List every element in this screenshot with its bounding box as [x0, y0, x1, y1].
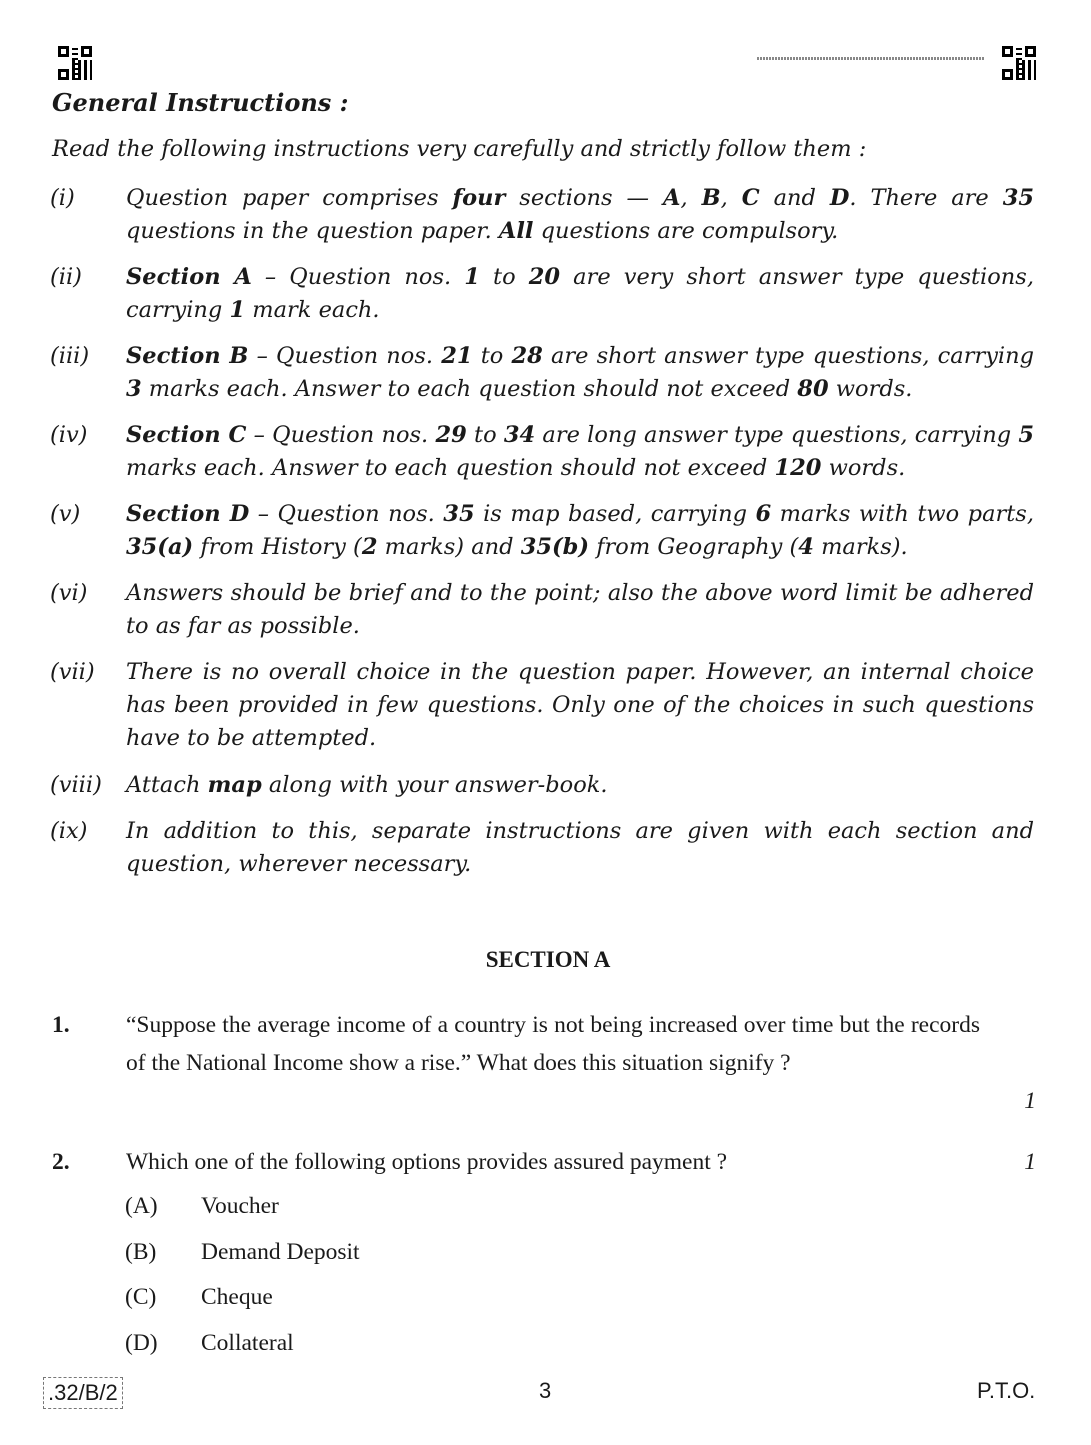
instruction-text: There is no overall choice in the question paper. However, an internal choice has been provided in few questions. Only one of the choices in such questions have to be attempted.: [126, 659, 1034, 751]
instruction-item: [50, 340, 1034, 406]
qr-code-right: [1000, 44, 1038, 82]
instruction-item: [50, 182, 1034, 248]
instruction-item: [50, 577, 1034, 643]
instruction-text: Section C – Question nos. 29 to 34 are long answer type questions, carrying 5 marks each. Answer to each question should not exceed 120 words.: [126, 422, 1035, 481]
option-label: (B): [125, 1239, 157, 1265]
instruction-item: [50, 815, 1034, 881]
question-number: 2.: [52, 1149, 70, 1175]
option-text: Demand Deposit: [201, 1239, 360, 1265]
option-b: [125, 1239, 360, 1266]
option-a: [125, 1193, 279, 1220]
page-number: 3: [539, 1378, 552, 1403]
microprint-line: [757, 57, 985, 60]
option-text: Collateral: [201, 1330, 294, 1356]
instruction-number: (iv): [50, 422, 88, 448]
option-label: (C): [125, 1284, 157, 1310]
question-1: [52, 1006, 1036, 1114]
instruction-item: [50, 769, 1034, 802]
option-text: Cheque: [201, 1284, 273, 1310]
option-c: [125, 1284, 273, 1311]
section-heading: SECTION A: [485, 947, 611, 972]
question-text: “Suppose the average income of a country is not being increased over time but the records of the National Income show a rise.” What does this situation signify ?: [126, 1012, 980, 1076]
instruction-item: [50, 419, 1034, 485]
instructions-intro: Read the following instructions very carefully and strictly follow them :: [52, 136, 867, 162]
instruction-number: (vii): [50, 659, 95, 685]
instruction-number: (ii): [50, 264, 82, 290]
instruction-number: (vi): [50, 580, 88, 606]
option-label: (D): [125, 1330, 158, 1356]
question-marks: 1: [1024, 1088, 1036, 1114]
qr-code-left: [56, 44, 94, 82]
instruction-item: [50, 498, 1034, 564]
instruction-text: In addition to this, separate instructions are given with each section and question, wherever necessary.: [126, 818, 1034, 877]
instruction-number: (v): [50, 501, 81, 527]
question-marks: 1: [1024, 1149, 1036, 1175]
option-d: [125, 1330, 294, 1357]
instruction-number: (viii): [50, 772, 102, 798]
option-text: Voucher: [201, 1193, 279, 1219]
question-number: 1.: [52, 1012, 70, 1038]
instruction-text: Section B – Question nos. 21 to 28 are short answer type questions, carrying 3 marks each. Answer to each question should not exceed 80 words.: [126, 343, 1035, 402]
instruction-text: Section D – Question nos. 35 is map based, carrying 6 marks with two parts, 35(a) from History (2 marks) and 35(b) from Geography (4 marks).: [126, 501, 1034, 560]
paper-code: .32/B/2: [43, 1377, 123, 1409]
question-text: Which one of the following options provides assured payment ?: [126, 1149, 728, 1175]
instruction-item: [50, 656, 1034, 755]
question-2: [52, 1143, 1036, 1181]
instruction-item: [50, 261, 1034, 327]
pto-label: P.T.O.: [977, 1378, 1036, 1403]
instruction-number: (iii): [50, 343, 90, 369]
instructions-title: General Instructions :: [52, 88, 349, 117]
option-label: (A): [125, 1193, 158, 1219]
instruction-text: Section A – Question nos. 1 to 20 are very short answer type questions, carrying 1 mark each.: [126, 264, 1034, 323]
instruction-text: Question paper comprises four sections — A, B, C and D. There are 35 questions in the question paper. All questions are compulsory.: [126, 185, 1035, 244]
instruction-text: Attach map along with your answer-book.: [126, 772, 608, 798]
instruction-number: (ix): [50, 818, 88, 844]
instruction-number: (i): [50, 185, 75, 211]
instruction-text: Answers should be brief and to the point; also the above word limit be adhered to as far as possible.: [126, 580, 1034, 639]
